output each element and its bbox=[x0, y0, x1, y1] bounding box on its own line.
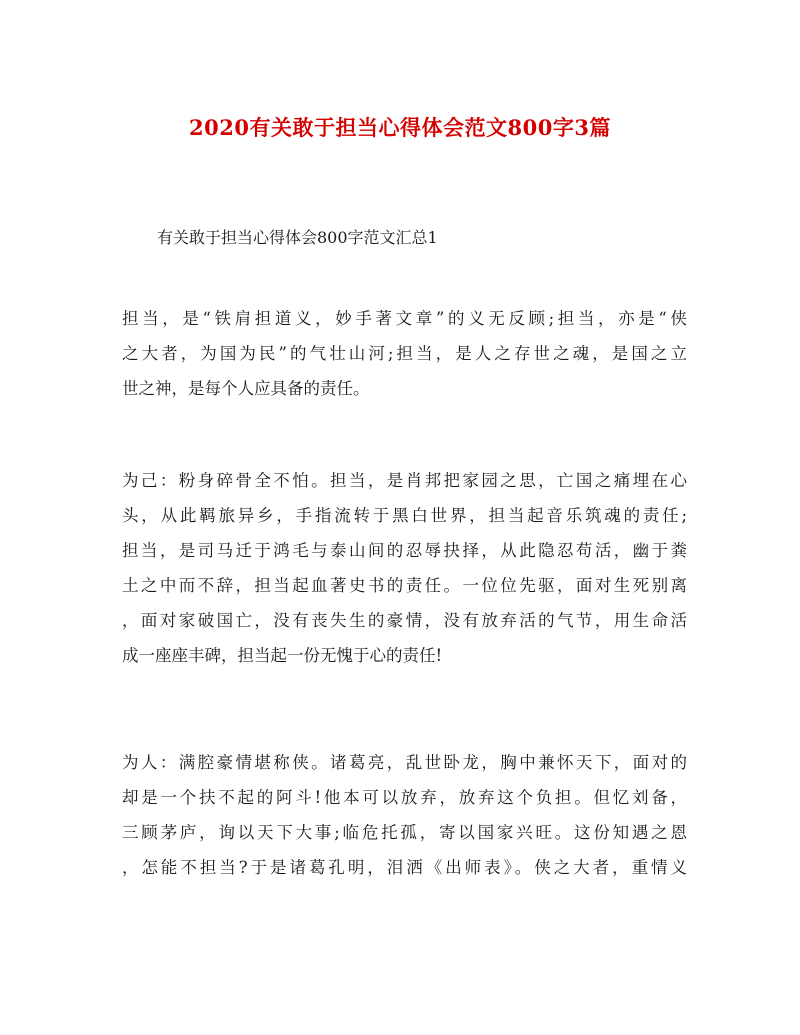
paragraph-3 bbox=[122, 745, 687, 885]
paragraph-line: 成一座座丰碑，担当起一份无愧于心的责任! bbox=[122, 646, 443, 665]
paragraph-2 bbox=[122, 463, 687, 673]
paragraph-line: 为己：粉身碎骨全不怕。担当，是肖邦把家园之思，亡国之痛埋在心 bbox=[122, 471, 687, 490]
paragraph-line: 土之中而不辞，担当起血著史书的责任。一位位先驱，面对生死别离 bbox=[122, 576, 687, 595]
paragraph-line: ，面对家破国亡，没有丧失生的豪情，没有放弃活的气节，用生命活 bbox=[122, 611, 687, 630]
paragraph-line: 为人：满腔豪情堪称侠。诸葛亮，乱世卧龙，胸中兼怀天下，面对的 bbox=[122, 753, 687, 772]
paragraph-line: 担当，是“铁肩担道义，妙手著文章”的义无反顾;担当，亦是“侠 bbox=[122, 309, 687, 328]
paragraph-line: 担当，是司马迁于鸿毛与泰山间的忍辱抉择，从此隐忍苟活，幽于粪 bbox=[122, 541, 687, 560]
paragraph-line: ，怎能不担当?于是诸葛孔明，泪洒《出师表》。侠之大者，重情义 bbox=[122, 858, 687, 877]
paragraph-line: 世之神，是每个人应具备的责任。 bbox=[122, 379, 370, 398]
paragraph-line: 之大者，为国为民”的气壮山河;担当，是人之存世之魂，是国之立 bbox=[122, 344, 687, 363]
section-subtitle: 有关敢于担当心得体会800字范文汇总1 bbox=[157, 228, 438, 247]
paragraph-line: 头，从此羁旅异乡，手指流转于黑白世界，担当起音乐筑魂的责任; bbox=[122, 506, 687, 525]
paragraph-line: 三顾茅庐，询以天下大事;临危托孤，寄以国家兴旺。这份知遇之恩 bbox=[122, 823, 687, 842]
document-title: 2020有关敢于担当心得体会范文800字3篇 bbox=[189, 115, 611, 140]
paragraph-line: 却是一个扶不起的阿斗!他本可以放弃，放弃这个负担。但忆刘备， bbox=[122, 788, 687, 807]
paragraph-1 bbox=[122, 301, 687, 406]
